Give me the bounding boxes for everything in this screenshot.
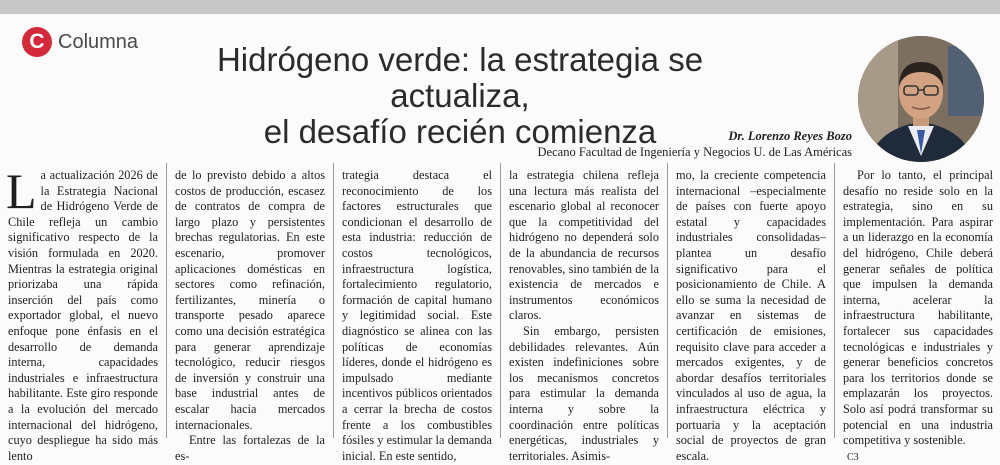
article-column-4 [509,168,659,464]
end-mark: C3 [847,451,859,463]
title-line-1: Hidrógeno verde: la estrategia se actualiza, [216,41,704,114]
title-line-2: el desafío recién comienza [263,113,657,150]
article-column-3 [342,168,492,464]
paragraph: a actualización 2026 de la Estrategia Nacional de Hidrógeno Verde de Chile refleja un cambio significativo respecto de la visión formulada en 2020. Mientras la estrategia original priorizaba una rápida inserción del país como exportador global, el nuevo enfoque pone énfasis en el desarrollo de demanda interna, capacidades industriales e infraestructura habilitante. Este giro responde a la evolución del mercado internacional del hidrógeno, cuyo despliegue ha sido más lento [8,168,158,463]
column-divider [667,163,668,438]
article-column-6 [843,168,993,465]
author-affiliation: Decano Facultad de Ingeniería y Negocios U. de Las Américas [537,145,852,159]
top-bar [0,0,1000,14]
article-column-1 [6,163,158,464]
author-portrait-illustration [858,36,984,162]
paragraph: de lo previsto debido a altos costos de producción, escasez de contratos de compra de largo plazo y persistentes brechas regulatorias. En este escenario, promover aplicaciones domésticas en sectores como refinación, fertilizantes, minería o transporte pesado aparece como una decisión estratégica para generar aprendizaje tecnológico, reducir riesgos de inversión y construir una base industrial antes de escalar hacia mercados internacionales. [175,168,325,432]
article-column-5 [676,168,826,464]
section-header [22,27,138,57]
byline [538,128,852,160]
section-label: Columna [58,30,139,53]
drop-cap: L [6,163,37,219]
section-badge: C [22,27,52,57]
paragraph: mo, la creciente competencia internacional –especialmente de países con fuerte apoyo estatal y capacidades industriales consolidadas– plantea un desafío significativo para el posicionamiento de Chile. A ello se suma la necesidad de avanzar en sistemas de certificación de emisiones, requisito clave para acceder a mercados exigentes, y de abordar desafíos territoriales vinculados al uso de agua, la infraestructura eléctrica y portuaria y la aceptación social de proyectos de gran escala. [676,168,826,463]
author-name: Dr. Lorenzo Reyes Bozo [728,129,852,143]
paragraph: Entre las fortalezas de la es- [175,433,325,463]
article-column-2 [175,168,325,464]
paragraph: la estrategia chilena refleja una lectura más realista del escenario global al reconocer que la competitividad del hidrógeno no dependerá solo de la abundancia de recursos renovables, sino también de la existencia de mercados e instrumentos económicos claros. [509,168,659,323]
author-photo [858,36,984,162]
paragraph: Por lo tanto, el principal desafío no reside solo en la estrategia, sino en su implementación. Para aspirar a un liderazgo en la economía del hidrógeno, Chile deberá generar señales de política que impulsen la demanda interna, acelerar la infraestructura habilitante, fortalecer sus capacidades tecnológicas e industriales y generar beneficios concretos para los territorios donde se emplazarán los proyectos. Solo así podrá transformar su potencial en una industria competitiva y sostenible. [843,168,993,448]
column-divider [333,163,334,438]
column-divider [500,163,501,438]
column-divider [166,163,167,438]
paragraph: trategia destaca el reconocimiento de los factores estructurales que condicionan el desarrollo de esta industria: reducción de costos tecnológicos, infraestructura logística, fortalecimiento regulatorio, formación de capital humano y legitimidad social. Este diagnóstico se alinea con las políticas de economías líderes, donde el hidrógeno es impulsado mediante incentivos públicos orientados a cerrar la brecha de costos frente a los combustibles fósiles y estimular la demanda inicial. En este sentido, [342,168,492,463]
column-divider [834,163,835,438]
paragraph: Sin embargo, persisten debilidades relevantes. Aún existen indefiniciones sobre los mecanismos concretos para estimular la demanda interna y sobre la coordinación entre políticas energéticas, industriales y territoriales. Asimis- [509,323,659,463]
